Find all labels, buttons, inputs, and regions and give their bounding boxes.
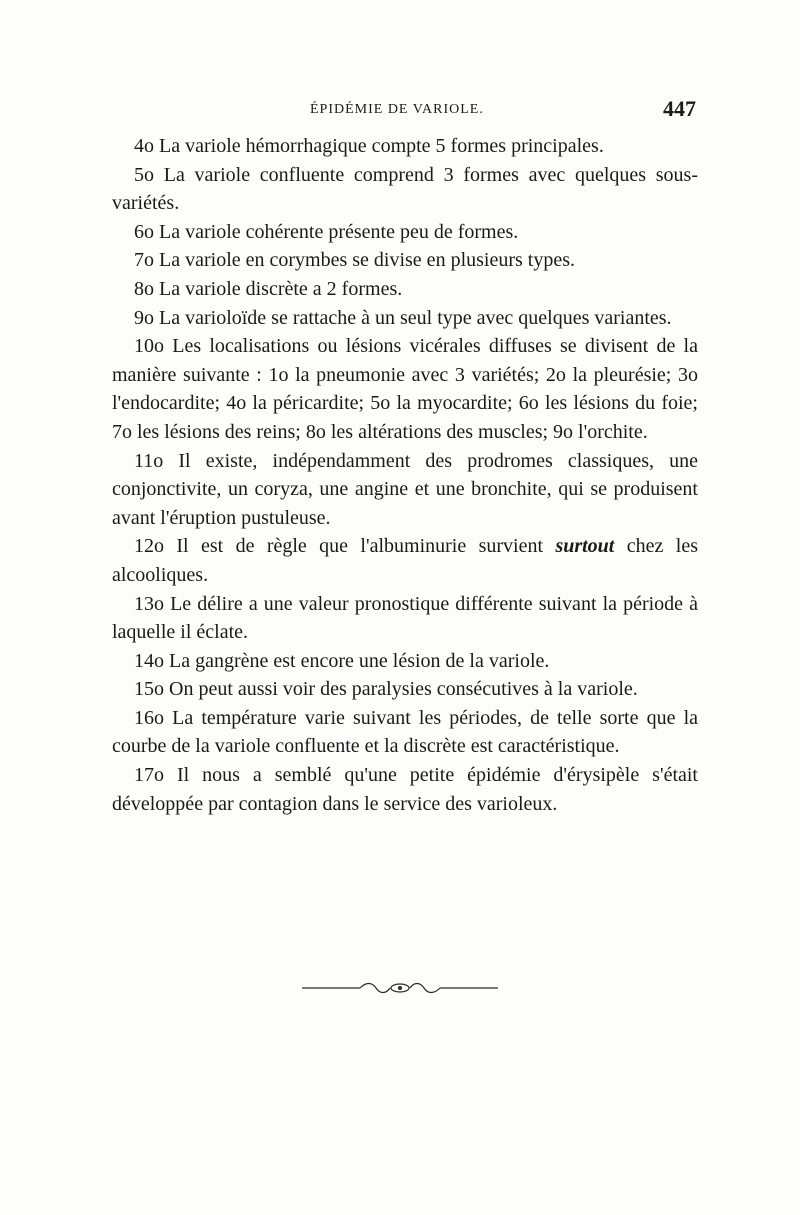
paragraph-9: 9o La varioloïde se rattache à un seul type avec quelques variantes. (134, 306, 672, 329)
paragraph-12-emphasis: surtout (555, 535, 615, 558)
paragraph-5: 5o La variole confluente comprend 3 formes avec quelques sous-variétés. (112, 163, 698, 215)
paragraph-12-end: chez les alcooliques. (112, 535, 698, 586)
paragraph-4: 4o La variole hémorrhagique compte 5 formes principales. (134, 135, 604, 157)
ornamental-rule-icon (300, 980, 500, 996)
paragraph-15: 15o On peut aussi voir des paralysies consécutives à la variole. (134, 678, 638, 701)
paragraph-10: 10o Les localisations ou lésions vicérales diffuses se divisent de la manière suivante : 1o la pneumonie avec 3 variétés; 2o la pleurésie; 3o l'endocardite; 4o la péricardite; 5o la myocardite; 6o les lésions du foie; 7o les lésions des reins; 8o les altérations des muscles; 9o l'orchite. (112, 335, 698, 443)
running-head (112, 96, 698, 126)
paragraph-17: 17o Il nous a semblé qu'une petite épidémie d'érysipèle s'était développée par contagion dans le service des varioleux. (112, 764, 698, 815)
paragraph-12 (112, 532, 698, 589)
paragraph-14: 14o La gangrène est encore une lésion de la variole. (134, 649, 550, 672)
page-number: 447 (663, 96, 696, 121)
paragraph-13: 13o Le délire a une valeur pronostique différente suivant la période à laquelle il éclate. (112, 592, 698, 644)
paragraph-11: 11o Il existe, indépendamment des prodromes classiques, une conjonctivite, un coryza, une angine et une bronchite, qui se produisent avant l'éruption pustuleuse. (112, 449, 698, 529)
paragraph-6: 6o La variole cohérente présente peu de formes. (134, 220, 519, 243)
paragraph-12-start: 12o Il est de règle que l'albuminurie survient (134, 535, 556, 558)
body-text (112, 132, 698, 818)
paragraph-8: 8o La variole discrète a 2 formes. (134, 277, 403, 300)
paragraph-16: 16o La température varie suivant les périodes, de telle sorte que la courbe de la variole confluente et la discrète est caractéristique. (112, 706, 698, 758)
paragraph-7: 7o La variole en corymbes se divise en plusieurs types. (134, 249, 575, 272)
running-title: ÉPIDÉMIE DE VARIOLE. (310, 102, 484, 117)
